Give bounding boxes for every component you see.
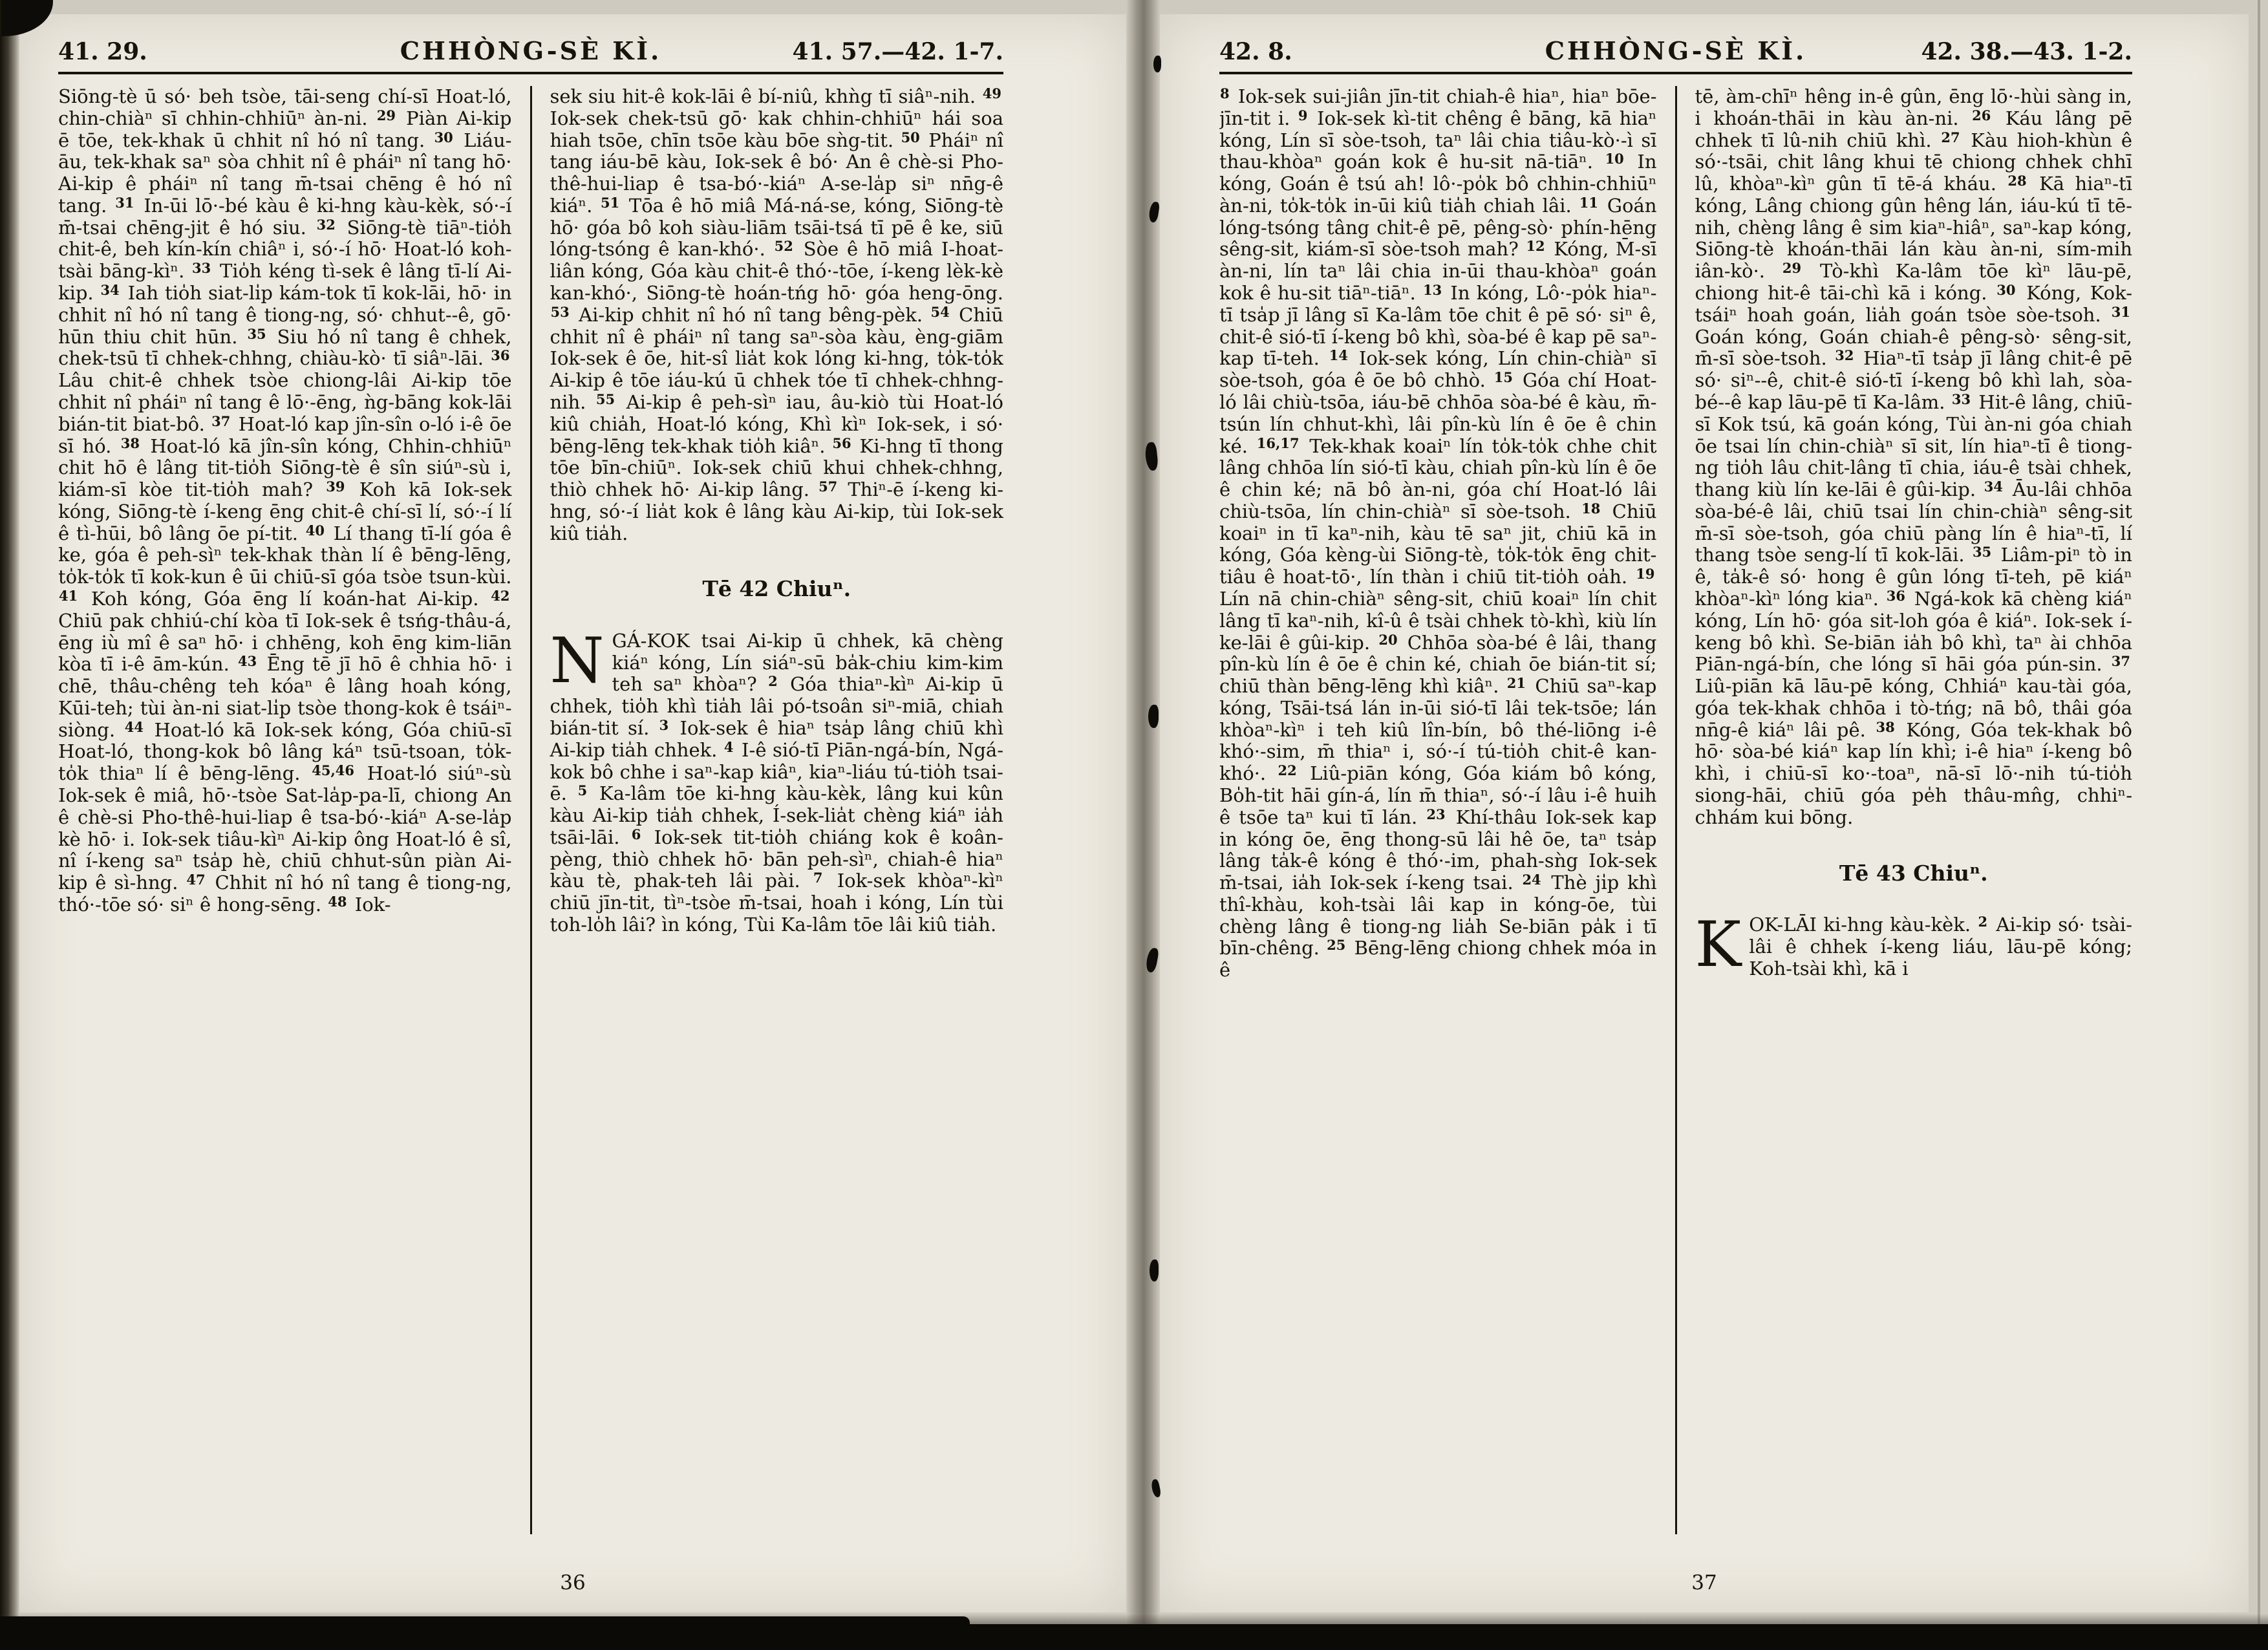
scripture-paragraph: Siōng-tè ū só· beh tsòe, tāi-seng chí-sī Hoat-ló, chin-chiàⁿ sī chhin-chhiūⁿ àn-ni. $^{29}$ Piàn Ai-kip ē tōe, tek-khak ū chhit nî hó nî tang. $^{30}$ Liáu-āu, tek-khak saⁿ sòa chhit nî ê pháiⁿ nî tang hō· Ai-kip ê pháiⁿ nî tang m̄-tsai chēng ê hó nî tang. $^{31}$ In-ūi lō·-bé kàu ê ki-hng kàu-kèk, só·-í m̄-tsai chēng-jit ê hó siu. $^{32}$ Siōng-tè tiāⁿ-tio̍h chit-ê, beh kín-kín chiâⁿ i, só·-í hō· Hoat-ló koh-tsài bāng-kìⁿ. $^{33}$ Tio̍h kéng tì-sek ê lâng tī-lí Ai-kip. $^{34}$ Iah tio̍h siat-li̍p kám-tok tī kok-lāi, hō· in chhit nî hó nî tang ê tiong-ng, só· chhut--ê, gō· hūn thiu chit hūn. $^{35}$ Siu hó nî tang ê chhek, chek-tsū tī chhek-chhng, chiàu-kò· tī siâⁿ-lāi. $^{36}$ Lâu chit-ê chhek tsòe chiong-lâi Ai-kip tōe chhit nî pháiⁿ nî tang ê lō·-ēng, ǹg-bāng kok-lāi bián-tit biat-bô. $^{37}$ Hoat-ló kap jîn-sîn o-ló i-ê ōe sī hó. $^{38}$ Hoat-ló kā jîn-sîn kóng, Chhin-chhiūⁿ chit hō ê lâng tit-tio̍h Siōng-tè ê sîn siúⁿ-sù i, kiám-sī kòe tit-tio̍h mah? $^{39}$ Koh kā Iok-sek kóng, Siōng-tè í-keng ēng chit-ê chí-sī lí, só·-í lí ê tì-hūi, bô lâng ōe pí-tit. $^{40}$ Lí thang tī-lí góa ê ke, góa ê peh-sìⁿ tek-khak thàn lí ê bēng-lēng, to̍k-to̍k tī kok-kun ê ūi chiū-sī góa tsòe tsun-kùi. $^{41}$ Koh kóng, Góa ēng lí koán-hat Ai-kip. $^{42}$ Chiū pak chhiú-chí kòa tī Iok-sek ê tsńg-thâu-á, ēng iù mî ê saⁿ hō· i chhēng, koh ēng kim-liān kòa tī i-ê ām-kún. $^{43}$ Ēng tē jī hō ê chhia hō· i chē, thâu-chêng teh kóaⁿ ê lâng hoah kóng, Kūi-teh; tùi àn-ni siat-li̍p tsòe thong-kok ê tsáiⁿ-siòng. $^{44}$ Hoat-ló kā Iok-sek kóng, Góa chiū-sī Hoat-ló, thong-kok bô lâng káⁿ tsū-tsoan, to̍k-to̍k thiaⁿ lí ê bēng-lēng. $^{45,46}$ Hoat-ló siúⁿ-sù Iok-sek ê miâ, hō·-tsòe Sat-la̍p-pa-lī, chiong An ê chè-si Pho-thê-hui-liap ê tsa-bó·-kiáⁿ A-se-la̍p kè hō· i. Iok-sek tiâu-kìⁿ Ai-kip ông Hoat-ló ê sî, nî í-keng saⁿ tsa̍p hè, chiū chhut-sûn piàn Ai-kip ê sì-hng. $^{47}$ Chhit nî hó nî tang ê tiong-ng, thó·-tōe só· siⁿ ê hong-sēng. $^{48}$ Iok- [58,86,512,916]
ink-blob-artifact [1150,1259,1159,1281]
verse-number: 31 [115,194,134,211]
verse-number: 5 [577,782,588,799]
verse-number: 30 [434,129,453,145]
verse-number: 42 [491,587,510,604]
verse-number: 13 [1423,282,1442,299]
verse-number: 44 [124,718,144,735]
verse-number: 40 [305,522,325,539]
verse-number: 57 [818,478,838,495]
verse-number: 56 [832,434,851,451]
verse-number: 28 [2007,173,2027,189]
scan-edge-right [2258,0,2260,1650]
verse-number: 36 [491,347,510,364]
page-title: CHHÒNG-SÈ KÌ. [400,36,662,65]
verse-number: 41 [59,587,78,604]
verse-number: 2 [768,673,778,690]
verse-number: 9 [1298,107,1308,123]
verse-number: 31 [2111,303,2130,320]
scan-edge-shadow [0,0,19,1650]
page-header [1219,36,2132,74]
verse-number: 49 [982,86,1001,102]
chapter-heading: Tē 43 Chiuⁿ. [1839,860,1988,886]
verse-number: 37 [2111,653,2130,670]
text-columns [58,86,1003,1534]
header-ref-left: 41. 29. [58,38,147,65]
verse-number: 8 [1220,86,1230,102]
scan-bottom-band [0,1624,2268,1650]
text-column [532,86,1004,1534]
verse-number: 43 [238,653,257,670]
verse-number: 19 [1636,566,1655,583]
header-ref-right: 41. 57.—42. 1-7. [792,38,1004,65]
verse-number: 29 [376,107,396,123]
verse-number: 22 [1278,762,1297,779]
verse-number: 32 [316,216,336,233]
verse-number: 27 [1941,129,1960,145]
scripture-paragraph: sek siu hit-ê kok-lāi ê bí-niû, khǹg tī siâⁿ-nih. $^{49}$ Iok-sek chek-tsū gō· kak chhin-chhiūⁿ hái soa hiah tsōe, chīn tsōe kàu bōe sǹg-tit. $^{50}$ Pháiⁿ nî tang iáu-bē kàu, Iok-sek ê bó· An ê chè-si Pho-thê-hui-liap ê tsa-bó·-kiáⁿ A-se-la̍p siⁿ nn̄g-ê kiáⁿ. $^{51}$ Tōa ê hō miâ Má-ná-se, kóng, Siōng-tè hō· góa bô koh siàu-liām tsāi-tsá tī pē ê ke, siū lóng-tsóng ê kan-khó·. $^{52}$ Sòe ê hō miâ I-hoat-liân kóng, Góa kàu chit-ê thó·-tōe, í-keng lèk-kè kan-khó·, Siōng-tè hoán-tńg hō· góa heng-ōng. $^{53}$ Ai-kip chhit nî hó nî tang bêng-pèk. $^{54}$ Chiū chhit nî ê pháiⁿ nî tang saⁿ-sòa kàu, èng-giām Iok-sek ê ōe, hit-sî lia̍t kok lóng ki-hng, to̍k-to̍k Ai-kip ê tōe iáu-kú ū chhek tóe tī chhek-chhng-nih. $^{55}$ Ai-kip ê peh-sìⁿ iau, âu-kiò tùi Hoat-ló kiû chia̍h, Hoat-ló kóng, Khì kìⁿ Iok-sek, i só· bēng-lēng tek-khak tio̍h kiâⁿ. $^{56}$ Ki-hng tī thong tōe bīn-chiūⁿ. Iok-sek chiū khui chhek-chhng, thiò chhek hō· Ai-kip lâng. $^{57}$ Thiⁿ-ē í-keng ki-hng, só·-í lia̍t kok ê lâng kàu Ai-kip, tùi Iok-sek kiû tia̍h. [550,86,1003,544]
ink-blob-artifact [1148,705,1159,728]
verse-number: 6 [631,826,641,842]
verse-number: 16,17 [1256,434,1300,451]
verse-number: 38 [120,434,140,451]
verse-number: 39 [326,478,345,495]
binding-gutter-shadow [1126,0,1160,1650]
page-right [1160,14,2249,1612]
text-column [58,86,530,1534]
verse-number: 53 [550,303,570,320]
scripture-paragraph: $^8$ Iok-sek sui-jiân jīn-tit chiah-ê hiaⁿ, hiaⁿ bōe-jīn-tit i. $^9$ Iok-sek kì-tit chêng ê bāng, kā hiaⁿ kóng, Lín sī sòe-tsoh, taⁿ lâi chia tiâu-kò·-ì sī thau-khòaⁿ goán kok ê hu-sit nā-tiāⁿ. $^{10}$ In kóng, Goán ê tsú ah! lô·-po̍k bô chhin-chhiūⁿ àn-ni, to̍k-to̍k in-ūi kiû tia̍h chiah lâi. $^{11}$ Goán lóng-tsóng tâng chi̍t-ê pē, pêng-sò· phín-hēng sêng-si̍t, kiám-sī sòe-tsoh mah? $^{12}$ Kóng, M̄-sī àn-ni, lín taⁿ lâi chia in-ūi thau-khòaⁿ goán kok ê hu-sit tiāⁿ-tiāⁿ. $^{13}$ In kóng, Lô·-po̍k hiaⁿ-tī tsa̍p jī lâng sī Ka-lâm tōe chit ê pē só· siⁿ ê, chit-ê sió-tī í-keng bô khì, sòa-bé ê kap pē saⁿ-kap tī-teh. $^{14}$ Iok-sek kóng, Lín chin-chiàⁿ sī sòe-tsoh, góa ê ōe bô chhò. $^{15}$ Góa chí Hoat-ló lâi chiù-tsōa, iáu-bē chhōa sòa-bé ê kàu, m̄-tsún lín chhut-khì, lâi pîn-kù lín ê ōe ê chin ké. $^{16,17}$ Tek-khak koaiⁿ lín to̍k-to̍k chhe chit lâng chhōa lín sió-tī kàu, chiah pîn-kù lín ê ōe ê chin ké; nā bô àn-ni, góa chí Hoat-ló lâi chiù-tsōa, lín chin-chiàⁿ sī sòe-tsoh. $^{18}$ Chiū koaiⁿ in tī kaⁿ-nih, kàu tē saⁿ jit, chiū kā in kóng, Góa kèng-ùi Siōng-tè, to̍k-to̍k ēng chit-tiâu ê hoat-tō·, lín thàn i chiū tit-tio̍h oa̍h. $^{19}$ Lín nā chin-chiàⁿ sêng-si̍t, chiū koaiⁿ lín chit lâng tī kaⁿ-nih, kî-û ê tsài chhek tò-khì, kiù lín ke-lāi ê gûi-kip. $^{20}$ Chhōa sòa-bé ê lâi, thang pîn-kù lín ê ōe ê chin ké, chiah ōe bián-tit sí; chiū thàn bēng-lēng khì kiâⁿ. $^{21}$ Chiū saⁿ-kap kóng, Tsāi-tsá lán in-ūi sió-tī lâi tek-tsōe; lán khòaⁿ-kìⁿ i teh kiû lîn-bín, bô thé-liōng i-ê khó·-sim, m̄ thiaⁿ i, só·-í tú-tio̍h chit-ê kan-khó·. $^{22}$ Liû-piān kóng, Góa kiám bô kóng, Bo̍h-tit hāi gín-á, lín m̄ thiaⁿ, só·-í lâu i-ê huih ê tsōe taⁿ kui tī lán. $^{23}$ Khí-thâu Iok-sek kap in kóng ōe, ēng thong-sū lâi hê ōe, taⁿ tsa̍p lâng ta̍k-ê kóng ê thó·-im, phah-sǹg Iok-sek m̄-tsai, ia̍h Iok-sek í-keng tsai. $^{24}$ Thè ji̍p khì thî-khàu, koh-tsài lâi kap in kóng-ōe, tùi chèng lâng ê tiong-ng lia̍h Se-biān pa̍k i tī bīn-chêng. $^{25}$ Bēng-lēng chiong chhek móa in ê [1219,86,1657,981]
verse-number: 26 [1972,107,1991,123]
verse-number: 24 [1522,872,1541,888]
verse-number: 29 [1782,260,1802,277]
verse-number: 55 [595,391,615,407]
verse-number: 2 [1978,914,1988,930]
verse-number: 7 [813,870,823,886]
verse-number: 51 [601,194,620,211]
scripture-paragraph: NGÁ-KOK tsai Ai-kip ū chhek, kā chèng kiáⁿ kóng, Lín siáⁿ-sū ba̍k-chiu kim-kim teh saⁿ khòaⁿ? $^2$ Góa thiaⁿ-kìⁿ Ai-kip ū chhek, tio̍h khì tia̍h lâi pó-tsoân siⁿ-miā, chiah bián-tit sí. $^3$ Iok-sek ê hiaⁿ tsa̍p lâng chiū khì Ai-kip tia̍h chhek. $^4$ I-ê sió-tī Piān-ngá-bín, Ngá-kok bô chhe i saⁿ-kap kiâⁿ, kiaⁿ-liáu tú-tio̍h tsai-ē. $^5$ Ka-lâm tōe ki-hng kàu-kèk, lâng kui kûn kàu Ai-kip tia̍h chhek, Í-sek-lia̍t chèng kiáⁿ ia̍h tsāi-lāi. $^6$ Iok-sek tit-tio̍h chiáng kok ê koân-pèng, thiò chhek hō· bān peh-sìⁿ, chiah-ê hiaⁿ kàu tè, phak-teh lâi pài. $^7$ Iok-sek khòaⁿ-kìⁿ chiū jīn-tit, tìⁿ-tsòe m̄-tsai, hoah i kóng, Lín tùi toh-lo̍h lâi? ìn kóng, Tùi Ka-lâm tōe lâi kiû tia̍h. [550,624,1003,936]
verse-number: 47 [186,872,206,888]
verse-number: 11 [1579,194,1598,211]
scripture-paragraph: KOK-LĀI ki-hng kàu-kèk. $^2$ Ai-kip só· tsài-lâi ê chhek í-keng liáu, lāu-pē kóng; Koh-tsài khì, kā i [1695,908,2132,981]
verse-number: 30 [1996,282,2016,299]
scripture-paragraph: tē, àm-chīⁿ hêng in-ê gûn, ēng lō·-hùi sàng in, i khoán-thāi in kàu àn-ni. $^{26}$ Káu lâng pē chhek tī lû-nih chiū khì. $^{27}$ Kàu hioh-khùn ê só·-tsāi, chit lâng khui tē chiong chhek chhī lû, khòaⁿ-kìⁿ gûn tī tē-á kháu. $^{28}$ Kā hiaⁿ-tī kóng, Lâng chiong gûn hêng lán, iáu-kú tī tē-nih, chèng lâng ê sim kiaⁿ-hiâⁿ, saⁿ-kap kóng, Siōng-tè khoán-thāi lán kàu àn-ni, sím-mih iân-kò·. $^{29}$ Tò-khì Ka-lâm tōe kìⁿ lāu-pē, chiong hit-ê tāi-chì kā i kóng. $^{30}$ Kóng, Kok-tsáiⁿ hoah goán, lia̍h goán tsòe sòe-tsoh. $^{31}$ Goán kóng, Goán chiah-ê pêng-sò· sêng-sit, m̄-sī sòe-tsoh. $^{32}$ Hiaⁿ-tī tsa̍p jī lâng chit-ê pē só· siⁿ--ê, chit-ê sió-tī í-keng bô khì lah, sòa-bé--ê kap lāu-pē tī Ka-lâm. $^{33}$ Hit-ê lâng, chiū-sī Kok tsú, kā goán kóng, Tùi àn-ni góa chiah ōe tsai lín chin-chiàⁿ sī sit, lín hiaⁿ-tī ê tiong-ng tio̍h lâu chit-lâng tī chia, iáu-ê tsài chhek, thang kiù lín ke-lāi ê gûi-kip. $^{34}$ Āu-lâi chhōa sòa-bé-ê lâi, chiū tsai lín chin-chiàⁿ sêng-sit m̄-sī sòe-tsoh, góa chiū pàng lín ê hiaⁿ-tī, lí thang tsòe seng-lí tī kok-lāi. $^{35}$ Liâm-piⁿ tò in ê, ta̍k-ê só· hong ê gûn lóng tī-teh, pē kiáⁿ khòaⁿ-kìⁿ lóng kiaⁿ. $^{36}$ Ngá-kok kā chèng kiáⁿ kóng, Lín hō· góa sit-loh góa ê kiáⁿ. Iok-sek í-keng bô khì. Se-biān ia̍h bô khì, taⁿ ài chhōa Piān-ngá-bín, che lóng sī hāi góa pún-sin. $^{37}$ Liû-piān kā lāu-pē kóng, Chhiáⁿ kau-tài góa, góa tek-khak chhōa i tò-tńg; nā bô, thâi góa nn̄g-ê kiáⁿ lâi pê. $^{38}$ Kóng, Góa tek-khak bô hō· sòa-bé kiáⁿ kap lín khì; i-ê hiaⁿ í-keng bô khì, i chiū-sī ko·-toaⁿ, nā-sī lō·-nih tú-tio̍h siong-hāi, chiū góa pe̍h thâu-mn̂g, chhiⁿ-chhám kui bōng. [1695,86,2132,828]
verse-number: 33 [192,260,211,277]
verse-number: 18 [1581,500,1601,517]
verse-number: 54 [930,303,950,320]
header-ref-left: 42. 8. [1219,38,1292,65]
verse-number: 35 [1973,544,1992,561]
chapter-heading: Tē 42 Chiuⁿ. [702,576,851,602]
page-number: 36 [560,1571,586,1594]
verse-number: 15 [1493,369,1514,386]
verse-number: 33 [1951,391,1971,407]
verse-number: 25 [1327,937,1346,954]
verse-number: 21 [1506,675,1526,692]
header-ref-right: 42. 38.—43. 1-2. [1921,38,2132,65]
verse-number: 20 [1378,631,1398,648]
verse-number: 34 [100,282,120,299]
verse-number: 48 [328,893,347,910]
ink-blob-artifact [1153,56,1161,72]
verse-number: 14 [1329,347,1348,364]
text-column [1219,86,1675,1534]
verse-number: 36 [1886,587,1905,604]
verse-number: 34 [1984,478,2003,495]
text-column [1677,86,2133,1534]
verse-number: 3 [659,716,669,733]
verse-number: 37 [211,412,231,429]
page-number: 37 [1691,1571,1717,1594]
verse-number: 35 [247,325,266,342]
page-left [19,14,1126,1612]
verse-number: 38 [1876,718,1895,735]
verse-number: 52 [774,238,793,255]
page-title: CHHÒNG-SÈ KÌ. [1545,36,1807,65]
drop-cap: K [1695,908,1742,981]
verse-number: 32 [1835,347,1854,364]
verse-number: 12 [1526,238,1545,255]
verse-number: 23 [1426,806,1446,822]
verse-number: 4 [723,738,734,755]
verse-number: 50 [901,129,920,145]
verse-number: 10 [1605,151,1624,167]
verse-number: 45,46 [312,762,355,779]
page-header [58,36,1003,74]
text-columns [1219,86,2132,1534]
drop-cap: N [550,624,604,697]
